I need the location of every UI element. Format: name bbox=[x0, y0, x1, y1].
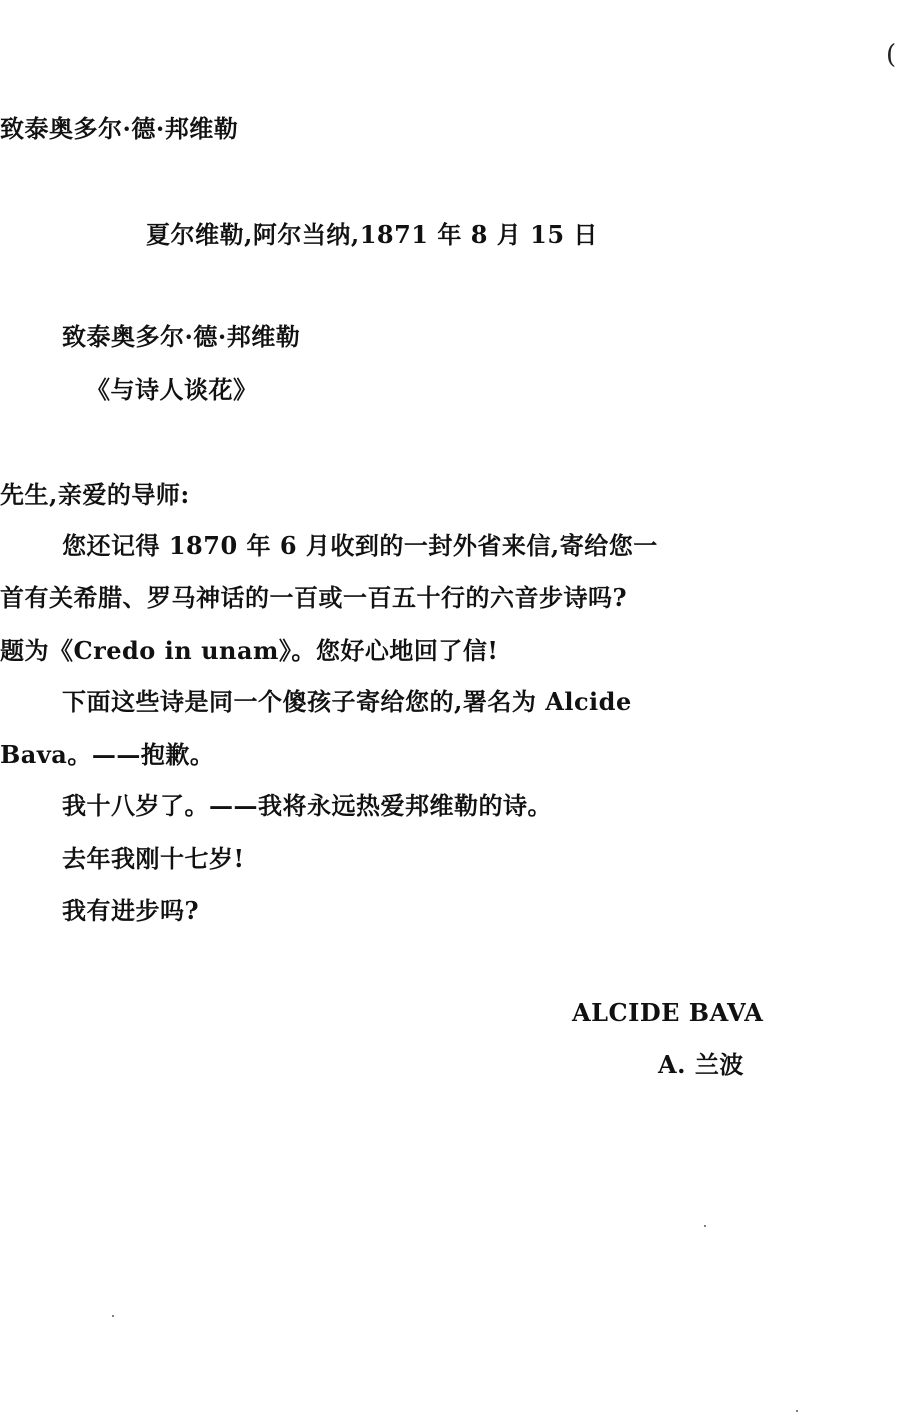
scan-speck bbox=[796, 1410, 798, 1412]
progress-question-line: 我有进步吗? bbox=[62, 896, 200, 925]
paragraph-2-line-1: 下面这些诗是同一个傻孩子寄给您的,署名为 Alcide bbox=[62, 687, 632, 716]
inner-recipient-line: 致泰奥多尔·德·邦维勒 bbox=[62, 322, 301, 351]
scan-speck bbox=[704, 1225, 706, 1227]
signature-pseudonym: ALCIDE BAVA bbox=[572, 998, 764, 1027]
signature-name: A. 兰波 bbox=[658, 1050, 744, 1079]
scan-speck bbox=[112, 1315, 114, 1317]
date-line: 夏尔维勒,阿尔当纳,1871 年 8 月 15 日 bbox=[146, 220, 598, 249]
poem-title: 《与诗人谈花》 bbox=[86, 375, 258, 404]
paragraph-1-line-2: 首有关希腊、罗马神话的一百或一百五十行的六音步诗吗? bbox=[0, 583, 628, 612]
paragraph-1-line-3: 题为《Credo in unam》。您好心地回了信! bbox=[0, 636, 499, 665]
age-line: 我十八岁了。——我将永远热爱邦维勒的诗。 bbox=[62, 791, 552, 820]
last-year-line: 去年我刚十七岁! bbox=[62, 844, 245, 873]
recipient-heading: 致泰奥多尔·德·邦维勒 bbox=[0, 114, 239, 143]
paragraph-1-line-1: 您还记得 1870 年 6 月收到的一封外省来信,寄给您一 bbox=[62, 531, 658, 560]
corner-bracket-mark: ( bbox=[886, 40, 897, 70]
salutation: 先生,亲爱的导师: bbox=[0, 480, 190, 509]
paragraph-2-line-2: Bava。——抱歉。 bbox=[0, 740, 215, 769]
